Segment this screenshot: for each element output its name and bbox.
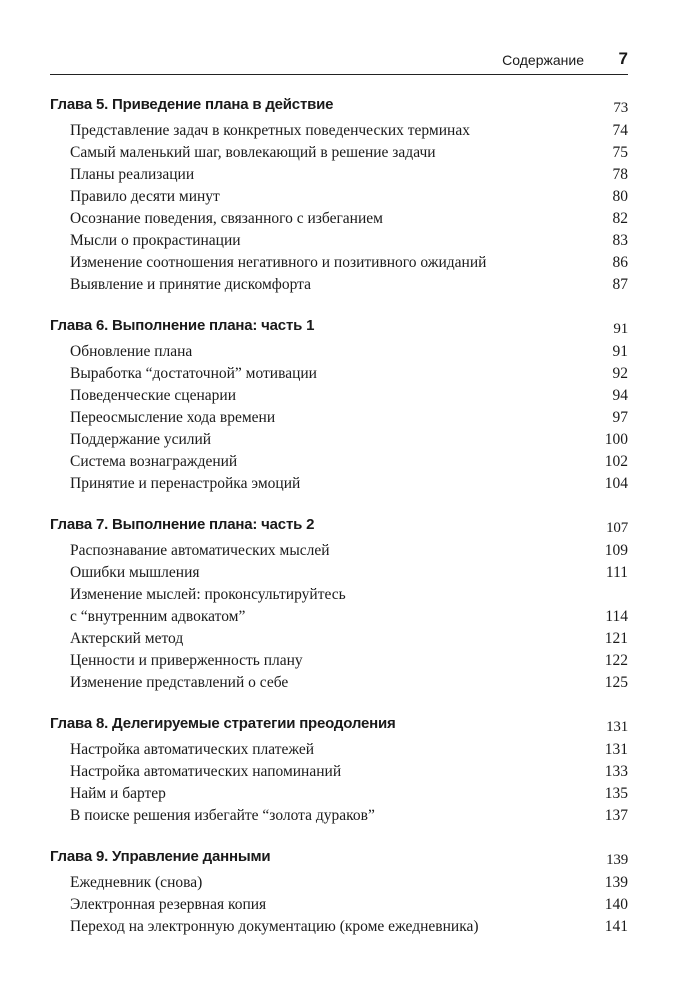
section-title-block xyxy=(70,562,200,584)
section-page-number: 102 xyxy=(604,453,628,470)
section-entry xyxy=(50,783,628,805)
chapter-title: Глава 5. Приведение плана в действие xyxy=(50,96,334,113)
section-title: Обновление плана xyxy=(70,343,193,360)
page-number: 7 xyxy=(618,49,628,68)
toc-chapter xyxy=(50,715,628,827)
section-title: Правило десяти минут xyxy=(70,188,220,205)
section-page-number: 80 xyxy=(612,188,628,205)
section-title: Мысли о прокрастинации xyxy=(70,232,241,249)
section-page-number: 97 xyxy=(612,409,628,426)
section-page-number: 135 xyxy=(604,785,628,802)
section-entry xyxy=(50,473,628,495)
section-title: Представление задач в конкретных поведенческих терминах xyxy=(70,122,470,139)
section-page-number: 133 xyxy=(604,763,628,780)
section-entry xyxy=(50,385,628,407)
section-entry xyxy=(50,562,628,584)
section-entry xyxy=(50,894,628,916)
section-title-continuation: с “внутренним адвокатом” xyxy=(70,608,246,625)
section-page-number: 82 xyxy=(612,210,628,227)
section-title: Изменение мыслей: проконсультируйтесь xyxy=(70,586,346,603)
section-title: Настройка автоматических напоминаний xyxy=(70,763,342,780)
section-title-block xyxy=(70,341,192,363)
section-title: Найм и бартер xyxy=(70,785,166,802)
section-title: Электронная резервная копия xyxy=(70,896,267,913)
section-title: Настройка автоматических платежей xyxy=(70,741,315,758)
section-title: Поддержание усилий xyxy=(70,431,212,448)
section-page-number: 74 xyxy=(612,122,628,139)
chapter-page-number: 139 xyxy=(606,852,628,868)
section-entry xyxy=(50,142,628,164)
section-page-number: 91 xyxy=(612,343,628,360)
section-title: Самый маленький шаг, вовлекающий в решение задачи xyxy=(70,144,436,161)
section-title-block xyxy=(70,872,202,894)
section-page-number: 114 xyxy=(605,608,628,625)
section-page-number: 137 xyxy=(604,807,628,824)
section-title-block xyxy=(70,274,311,296)
section-page-number: 139 xyxy=(604,874,628,891)
chapter-title: Глава 8. Делегируемые стратегии преодоления xyxy=(50,715,396,732)
section-entry xyxy=(50,120,628,142)
section-entry xyxy=(50,341,628,363)
section-entry xyxy=(50,872,628,894)
section-entry xyxy=(50,916,628,938)
chapter-page-number: 91 xyxy=(613,321,628,337)
chapter-page-number: 73 xyxy=(613,100,628,116)
section-title-block xyxy=(70,805,375,827)
section-title-block xyxy=(70,739,314,761)
section-page-number: 104 xyxy=(604,475,628,492)
section-title: Осознание поведения, связанного с избеганием xyxy=(70,210,383,227)
section-page-number: 122 xyxy=(604,652,628,669)
toc-chapter xyxy=(50,848,628,938)
section-title: Поведенческие сценарии xyxy=(70,387,236,404)
section-entry xyxy=(50,208,628,230)
chapter-entry xyxy=(50,715,628,739)
section-page-number: 100 xyxy=(604,431,628,448)
section-title: Переход на электронную документацию (кроме ежедневника) xyxy=(70,918,479,935)
section-page-number: 92 xyxy=(612,365,628,382)
section-title: Распознавание автоматических мыслей xyxy=(70,542,330,559)
section-title-block xyxy=(70,761,341,783)
section-page-number: 121 xyxy=(604,630,628,647)
running-header-title: Содержание xyxy=(502,52,584,68)
chapter-page-number: 107 xyxy=(606,520,628,536)
section-entry xyxy=(50,540,628,562)
section-page-number: 109 xyxy=(604,542,628,559)
section-title-block xyxy=(70,208,383,230)
chapter-title: Глава 9. Управление данными xyxy=(50,848,271,865)
section-page-number: 86 xyxy=(612,254,628,271)
section-title-block xyxy=(70,230,241,252)
section-page-number: 94 xyxy=(612,387,628,404)
section-entry xyxy=(50,805,628,827)
section-title-block xyxy=(70,672,288,694)
section-title: Ценности и приверженность плану xyxy=(70,652,303,669)
section-title: В поиске решения избегайте “золота дураков” xyxy=(70,807,375,824)
section-page-number: 75 xyxy=(612,144,628,161)
section-title-block xyxy=(70,120,470,142)
section-entry xyxy=(50,164,628,186)
section-page-number: 78 xyxy=(612,166,628,183)
section-title-block xyxy=(70,363,317,385)
section-page-number: 140 xyxy=(604,896,628,913)
section-title-block xyxy=(70,164,194,186)
table-of-contents xyxy=(50,96,628,959)
section-title: Актерский метод xyxy=(70,630,184,647)
toc-chapter xyxy=(50,317,628,495)
section-title-block xyxy=(70,451,237,473)
toc-chapter xyxy=(50,96,628,296)
section-page-number: 83 xyxy=(612,232,628,249)
chapter-page-number: 131 xyxy=(606,719,628,735)
section-entry xyxy=(50,451,628,473)
section-page-number: 131 xyxy=(604,741,628,758)
section-title-block xyxy=(70,385,236,407)
chapter-title: Глава 6. Выполнение плана: часть 1 xyxy=(50,317,315,334)
section-title: Выработка “достаточной” мотивации xyxy=(70,365,317,382)
section-entry xyxy=(50,407,628,429)
section-entry xyxy=(50,761,628,783)
section-entry xyxy=(50,672,628,694)
section-title: Ежедневник (снова) xyxy=(70,874,203,891)
section-title-block xyxy=(70,252,486,274)
section-title: Система вознаграждений xyxy=(70,453,238,470)
chapter-entry xyxy=(50,848,628,872)
section-title: Изменение представлений о себе xyxy=(70,674,289,691)
section-entry xyxy=(50,252,628,274)
section-title: Переосмысление хода времени xyxy=(70,409,276,426)
section-title-block xyxy=(70,894,266,916)
section-entry xyxy=(50,429,628,451)
chapter-entry xyxy=(50,516,628,540)
section-entry xyxy=(50,363,628,385)
running-header xyxy=(50,48,628,75)
section-title-block xyxy=(70,916,479,938)
toc-chapter xyxy=(50,516,628,694)
section-title: Принятие и перенастройка эмоций xyxy=(70,475,301,492)
section-title: Планы реализации xyxy=(70,166,195,183)
chapter-entry xyxy=(50,317,628,341)
section-entry xyxy=(50,274,628,296)
section-entry xyxy=(50,628,628,650)
section-title: Выявление и принятие дискомфорта xyxy=(70,276,311,293)
section-title-block xyxy=(70,142,436,164)
section-title: Ошибки мышления xyxy=(70,564,200,581)
section-title-block xyxy=(70,650,303,672)
chapter-entry xyxy=(50,96,628,120)
chapter-title: Глава 7. Выполнение плана: часть 2 xyxy=(50,516,315,533)
section-title-block xyxy=(70,783,166,805)
section-title-block xyxy=(70,407,275,429)
section-entry xyxy=(50,230,628,252)
section-entry xyxy=(50,186,628,208)
section-page-number: 125 xyxy=(604,674,628,691)
section-title-block xyxy=(70,186,220,208)
section-title: Изменение соотношения негативного и позитивного ожиданий xyxy=(70,254,487,271)
section-entry xyxy=(50,584,628,628)
section-entry xyxy=(50,650,628,672)
section-page-number: 141 xyxy=(604,918,628,935)
section-title-block xyxy=(70,429,211,451)
section-page-number: 111 xyxy=(605,564,628,581)
section-title-block xyxy=(70,473,300,495)
section-title-block xyxy=(70,628,183,650)
section-title-block xyxy=(70,540,330,562)
section-page-number: 87 xyxy=(612,276,628,293)
section-title-block xyxy=(70,584,346,628)
section-entry xyxy=(50,739,628,761)
